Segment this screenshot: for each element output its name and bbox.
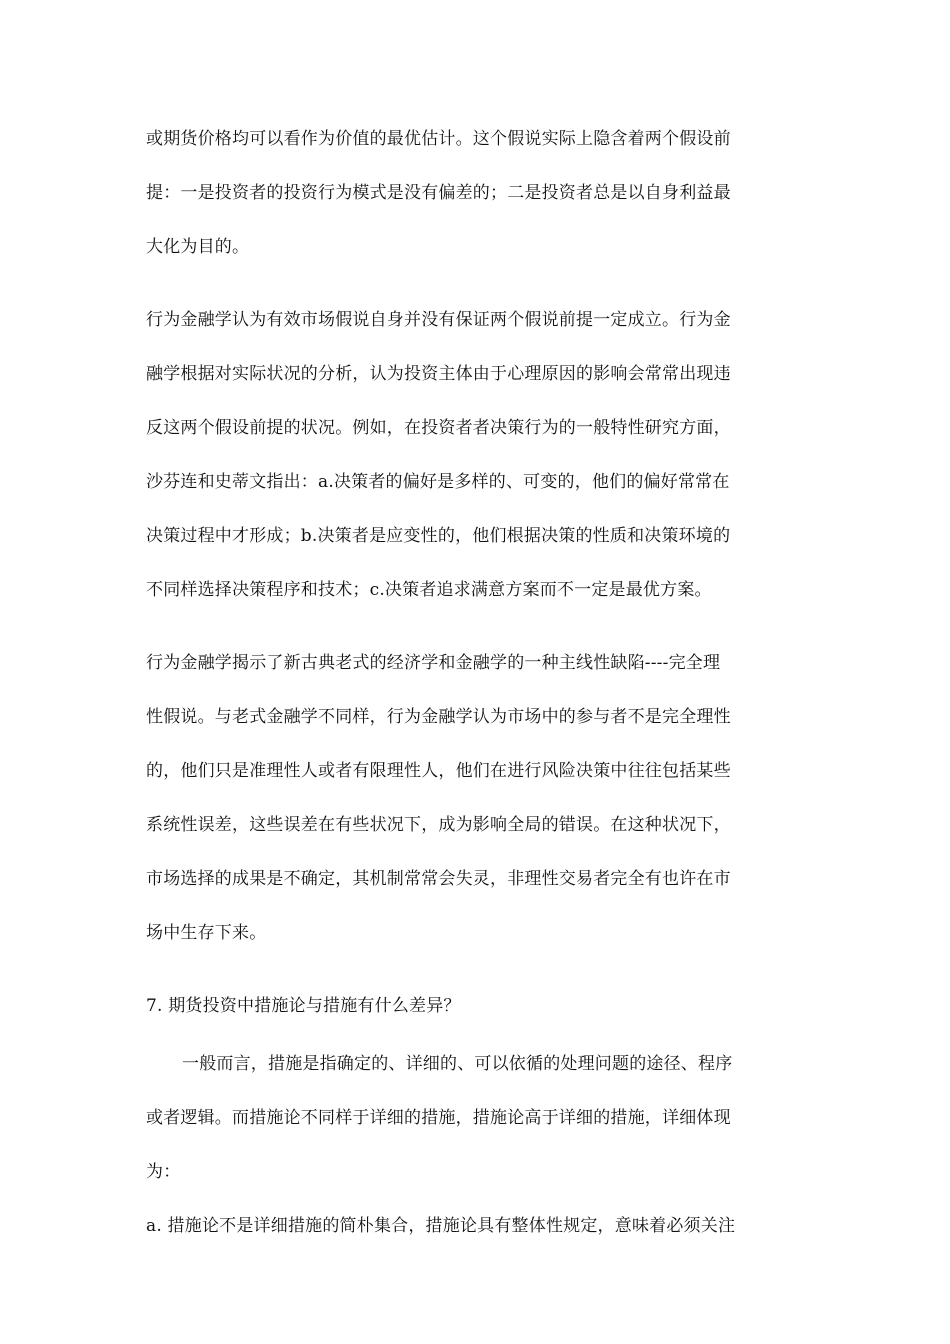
paragraph-gap (146, 274, 950, 293)
text-line: a. 措施论不是详细措施的简朴集合，措施论具有整体性规定，意味着必须关注 (146, 1216, 736, 1236)
text-line: 沙芬连和史蒂文指出：a.决策者的偏好是多样的、可变的，他们的偏好常常在 (146, 472, 730, 492)
text-line: 行为金融学认为有效市场假说自身并没有保证两个假说前提一定成立。行为金 (146, 310, 731, 330)
text-line: 性假说。与老式金融学不同样，行为金融学认为市场中的参与者不是完全理性 (146, 707, 731, 727)
paragraph-methodology-answer (146, 1037, 950, 1199)
paragraph-gap (146, 617, 950, 636)
text-line: 或期货价格均可以看作为价值的最优估计。这个假说实际上隐含着两个假设前 (146, 129, 731, 149)
text-line: 融学根据对实际状况的分析，认为投资主体由于心理原因的影响会常常出现违 (146, 364, 731, 384)
text-line: 或者逻辑。而措施论不同样于详细的措施，措施论高于详细的措施，详细体现 (146, 1108, 731, 1128)
text-line: 行为金融学揭示了新古典老式的经济学和金融学的一种主线性缺陷----完全理 (146, 653, 721, 673)
text-line: 系统性误差，这些误差在有些状况下，成为影响全局的错误。在这种状况下， (146, 815, 731, 835)
question-heading (146, 979, 950, 1033)
paragraph-gap (146, 960, 950, 979)
text-line: 场中生存下来。 (146, 923, 267, 943)
text-line: 大化为目的。 (146, 237, 250, 257)
text-line: 的，他们只是准理性人或者有限理性人，他们在进行风险决策中往往包括某些 (146, 761, 731, 781)
text-line: 决策过程中才形成；b.决策者是应变性的，他们根据决策的性质和决策环境的 (146, 526, 731, 546)
paragraph-emh-assumptions (146, 112, 950, 274)
paragraph-behavioral-finance-view (146, 293, 950, 617)
text-line: 为： (146, 1162, 181, 1182)
text-line: 反这两个假设前提的状况。例如，在投资者者决策行为的一般特性研究方面， (146, 418, 731, 438)
question-7-title: 7. 期货投资中措施论与措施有什么差异？ (146, 996, 461, 1016)
list-item-a (146, 1199, 950, 1253)
text-line: 一般而言，措施是指确定的、详细的、可以依循的处理问题的途径、程序 (182, 1054, 733, 1074)
text-line: 不同样选择决策程序和技术；c.决策者追求满意方案而不一定是最优方案。 (146, 580, 712, 600)
paragraph-rationality-critique (146, 636, 950, 960)
text-line: 市场选择的成果是不确定，其机制常常会失灵，非理性交易者完全有也许在市 (146, 869, 731, 889)
text-line: 提：一是投资者的投资行为模式是没有偏差的；二是投资者总是以自身利益最 (146, 183, 731, 203)
